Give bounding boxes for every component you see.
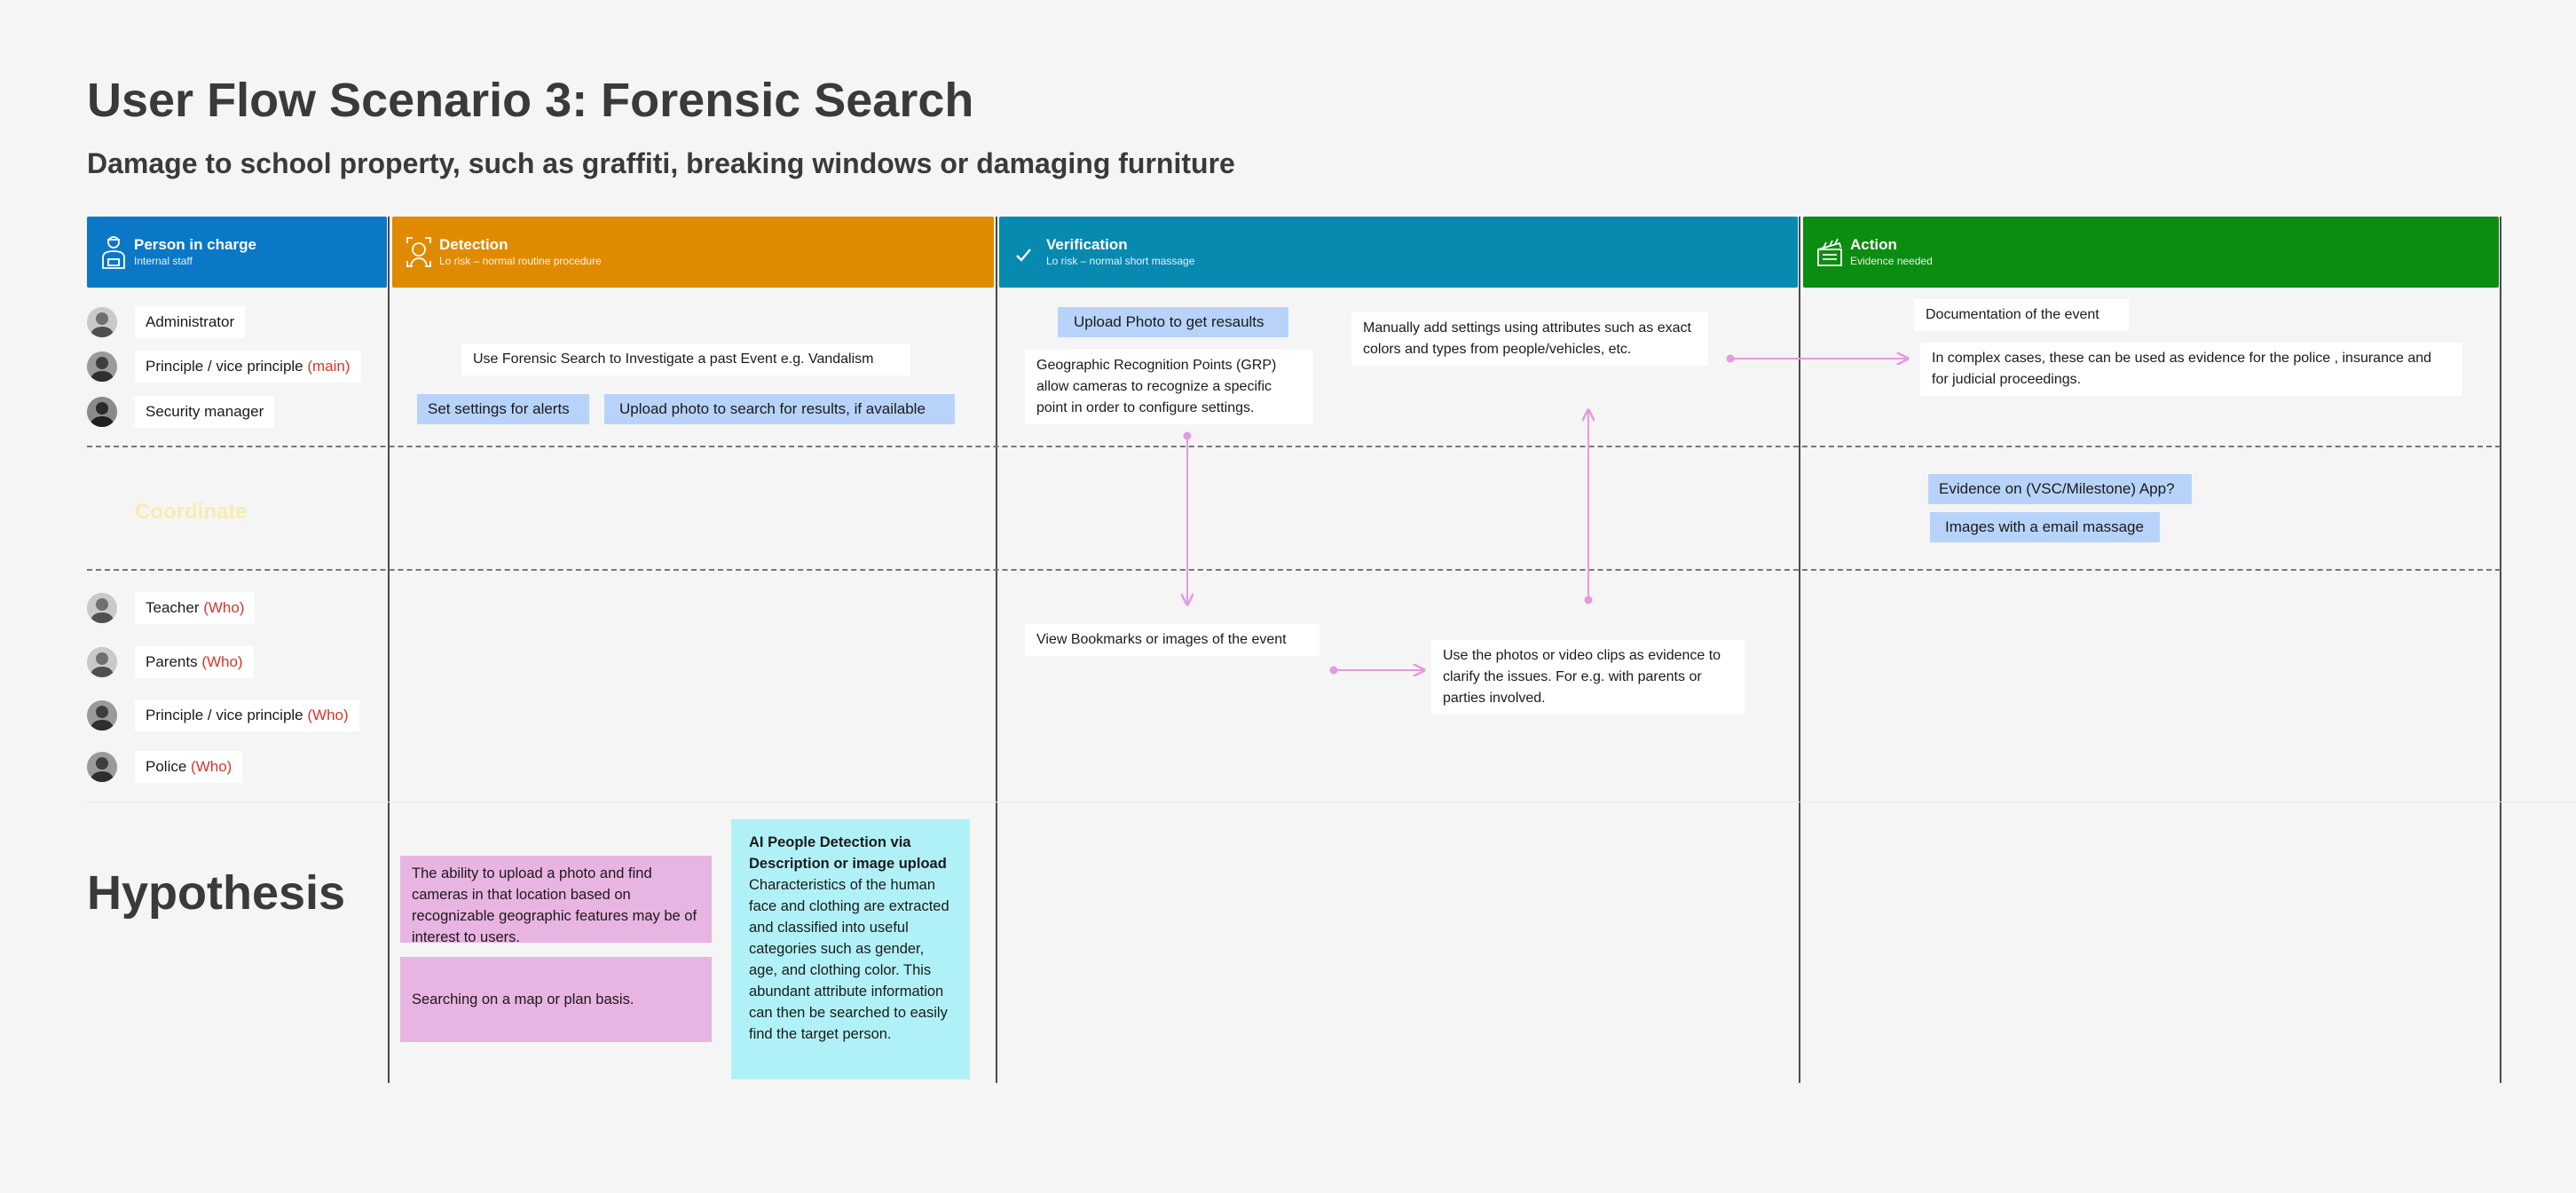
role-tag: (Who) <box>191 758 232 775</box>
bookmarks-step: View Bookmarks or images of the event <box>1025 624 1320 656</box>
role-name: Principle / vice principle <box>146 707 308 723</box>
hypothesis-note-upload-photo: The ability to upload a photo and find cameras in that location based on recognizable geographic features may be of interest to users. <box>400 856 712 943</box>
forensic-search-step: Use Forensic Search to Investigate a past Event e.g. Vandalism <box>461 344 910 375</box>
column-title: Verification <box>1046 236 1128 253</box>
manual-settings-step: Manually add settings using attributes such as exact colors and types from people/vehicles, etc. <box>1351 312 1708 366</box>
role-name: Administrator <box>146 313 235 330</box>
role-name: Parents <box>146 653 202 670</box>
set-alerts-step: Set settings for alerts <box>417 394 589 424</box>
column-subtitle: Evidence needed <box>1850 255 1933 267</box>
column-subtitle: Lo risk – normal routine procedure <box>439 255 602 267</box>
column-title: Person in charge <box>134 236 256 253</box>
upload-photo-step: Upload Photo to get resaults <box>1058 307 1288 337</box>
hypothesis-title: Hypothesis <box>87 866 346 920</box>
column-subtitle: Lo risk – normal short massage <box>1046 255 1195 267</box>
role-tag: (Who) <box>307 707 349 723</box>
ai-detection-title: AI People Detection via Description or image upload <box>749 834 947 872</box>
column-subtitle: Internal staff <box>134 255 193 267</box>
arrow-manual-settings-to-complex-cases <box>1727 355 1909 363</box>
hypothesis-note-map-search: Searching on a map or plan basis. <box>400 957 712 1042</box>
arrow-grp-to-bookmarks <box>1184 432 1192 605</box>
arrow-use-photos-to-manual-settings <box>1585 410 1593 604</box>
evidence-app-step: Evidence on (VSC/Milestone) App? <box>1928 474 2192 504</box>
role-tag: (Who) <box>203 599 245 616</box>
grp-step: Geographic Recognition Points (GRP) allow cameras to recognize a specific point in order to configure settings. <box>1025 350 1313 424</box>
role-name: Teacher <box>146 599 204 616</box>
role-tag: (main) <box>307 358 351 375</box>
images-email-step: Images with a email massage <box>1930 512 2160 542</box>
role-tag: (Who) <box>201 653 243 670</box>
role-name: Principle / vice principle <box>146 358 308 375</box>
role-name: Police <box>146 758 192 775</box>
page-title: User Flow Scenario 3: Forensic Search <box>87 74 974 127</box>
coordinate-label: Coordinate <box>135 500 248 524</box>
hypothesis-note-ai-detection <box>731 819 970 1079</box>
use-photos-step: Use the photos or video clips as evidence to clarify the issues. For e.g. with parents or parties involved. <box>1431 640 1745 715</box>
role-name: Security manager <box>146 403 264 420</box>
complex-cases-step: In complex cases, these can be used as evidence for the police , insurance and for judicial proceedings. <box>1920 343 2462 396</box>
arrow-bookmarks-to-use-photos <box>1330 667 1425 675</box>
column-title: Detection <box>439 236 508 253</box>
upload-photo-search-step: Upload photo to search for results, if available <box>604 394 955 424</box>
documentation-step: Documentation of the event <box>1914 299 2129 331</box>
page-subtitle: Damage to school property, such as graffiti, breaking windows or damaging furniture <box>87 147 1235 179</box>
ai-detection-body: Characteristics of the human face and clothing are extracted and classified into useful categories such as gender, age, and clothing color. This abundant attribute information can then be searched to easily find the target person. <box>749 877 949 1042</box>
column-title: Action <box>1850 236 1897 253</box>
